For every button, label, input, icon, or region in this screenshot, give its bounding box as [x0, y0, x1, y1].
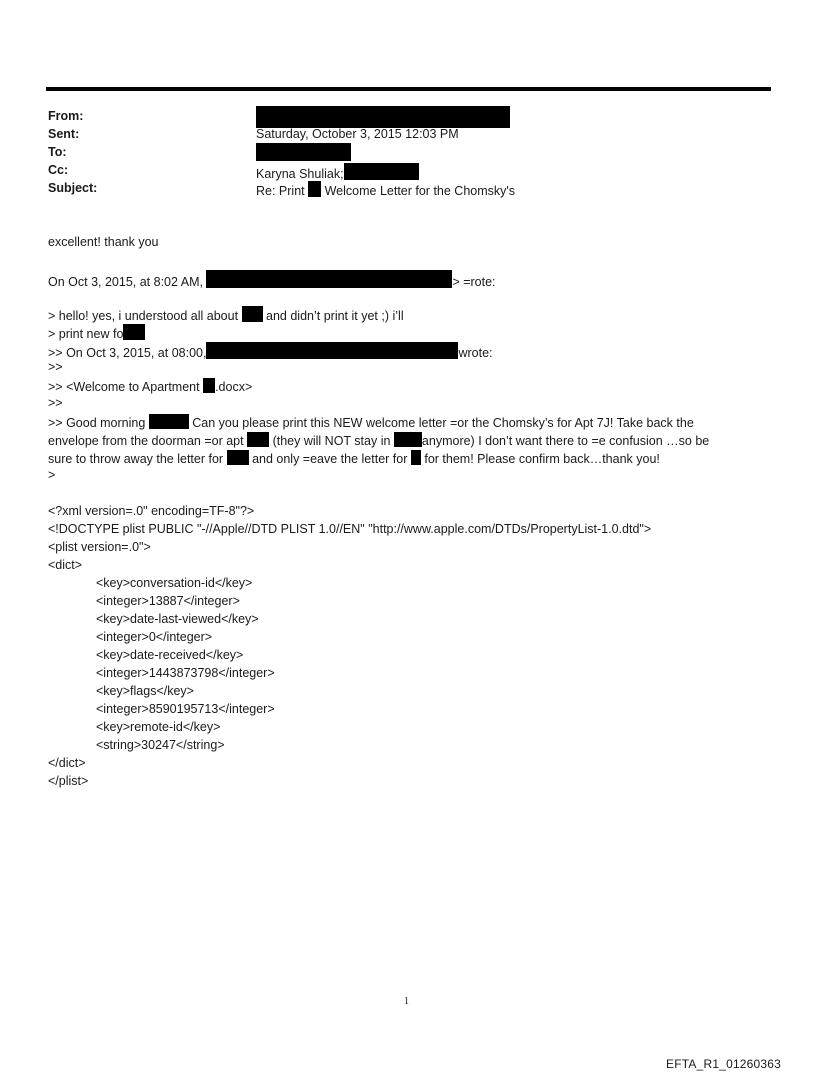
redaction-box: [344, 163, 419, 180]
plist-line: <key>flags</key>: [96, 684, 194, 698]
quote-line: [48, 414, 694, 430]
bates-number: EFTA_R1_01260363: [666, 1057, 782, 1071]
subject-label: Subject:: [48, 181, 98, 195]
cc-value: [256, 163, 419, 181]
plist-line: <integer>1443873798</integer>: [96, 666, 275, 680]
page-number: 1: [404, 996, 409, 1007]
redaction-box: [203, 378, 215, 393]
plist-line: <integer>0</integer>: [96, 630, 213, 644]
quote-line: [48, 306, 404, 323]
redaction-box: [256, 106, 510, 128]
redaction-box: [123, 324, 145, 340]
header-rule: [46, 87, 771, 91]
plist-line: <integer>13887</integer>: [96, 594, 240, 608]
quote-text: > hello! yes, i understood all about: [48, 309, 239, 323]
to-value: [256, 143, 351, 162]
on-date-line: [48, 270, 496, 289]
plist-line: </plist>: [48, 774, 89, 788]
redaction-box: [242, 306, 263, 322]
quote-line: [48, 342, 493, 360]
redaction-box: [206, 270, 452, 288]
quote-text: and didn’t print it yet ;) i’ll: [266, 309, 404, 323]
from-label: From:: [48, 109, 84, 123]
quote-text: Can you please print this NEW welcome letter =or the Chomsky’s for Apt 7J! Take back the: [192, 416, 694, 430]
subject-value: [256, 181, 515, 198]
redaction-box: [411, 450, 421, 465]
quote-line: [48, 324, 145, 341]
plist-line: <plist version=.0">: [48, 540, 151, 554]
quote-line: [48, 450, 660, 466]
quote-line: >>: [48, 360, 63, 374]
redaction-box: [206, 342, 458, 359]
quote-text: sure to throw away the letter for: [48, 452, 224, 466]
plist-line: <?xml version=.0" encoding=TF-8"?>: [48, 504, 255, 518]
to-label: To:: [48, 145, 67, 159]
quote-text: wrote:: [458, 346, 493, 360]
on-date-text: On Oct 3, 2015, at 8:02 AM,: [48, 275, 203, 289]
quote-text: and only =eave the letter for: [252, 452, 408, 466]
cc-name: Karyna Shuliak;: [256, 167, 344, 181]
redaction-box: [308, 181, 321, 197]
subject-text-start: Re: Print: [256, 184, 305, 198]
quote-line: [48, 432, 709, 448]
quote-text: >> On Oct 3, 2015, at 08:00,: [48, 346, 207, 360]
quote-text: > print new fo: [48, 327, 124, 341]
sent-label: Sent:: [48, 127, 80, 141]
plist-line: <integer>8590195713</integer>: [96, 702, 275, 716]
greeting-line: excellent! thank you: [48, 235, 159, 249]
sent-value: Saturday, October 3, 2015 12:03 PM: [256, 127, 459, 141]
quote-text: envelope from the doorman =or apt: [48, 434, 244, 448]
quote-text: >> <Welcome to Apartment: [48, 380, 200, 394]
quote-text: anymore) I don’t want there to =e confusion …so be: [421, 434, 710, 448]
quote-line: >: [48, 468, 56, 482]
redaction-box: [149, 414, 189, 429]
plist-line: <string>30247</string>: [96, 738, 225, 752]
quote-line: [48, 378, 252, 394]
plist-line: <key>date-last-viewed</key>: [96, 612, 259, 626]
from-value: [256, 106, 510, 129]
redaction-box: [394, 432, 422, 447]
plist-line: </dict>: [48, 756, 86, 770]
redaction-box: [256, 143, 351, 161]
quote-text: >> Good morning: [48, 416, 146, 430]
quote-text: for them! Please confirm back…thank you!: [424, 452, 660, 466]
quote-text: (they will NOT stay in: [272, 434, 391, 448]
plist-line: <dict>: [48, 558, 83, 572]
plist-line: <key>conversation-id</key>: [96, 576, 253, 590]
quote-text: .docx>: [215, 380, 253, 394]
redaction-box: [227, 450, 249, 465]
subject-text-end: Welcome Letter for the Chomsky's: [324, 184, 516, 198]
plist-line: <key>date-received</key>: [96, 648, 244, 662]
on-date-suffix: > =rote:: [452, 275, 496, 289]
cc-label: Cc:: [48, 163, 69, 177]
quote-line: >>: [48, 396, 63, 410]
plist-line: <!DOCTYPE plist PUBLIC "-//Apple//DTD PLIST 1.0//EN" "http://www.apple.com/DTDs/PropertyList-1.0.dtd">: [48, 522, 652, 536]
redaction-box: [247, 432, 269, 447]
plist-line: <key>remote-id</key>: [96, 720, 221, 734]
